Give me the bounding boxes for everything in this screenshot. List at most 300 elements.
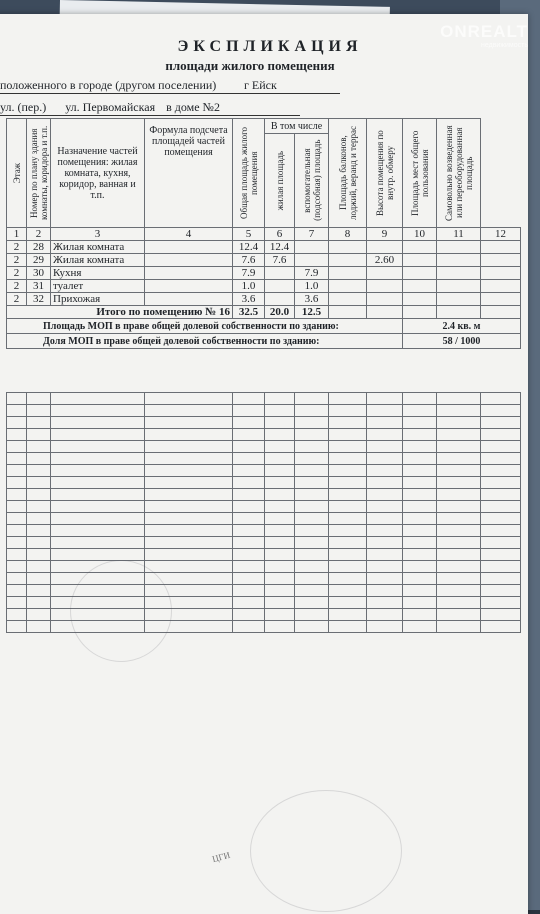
empty-cell: [27, 489, 51, 501]
empty-cell: [367, 549, 403, 561]
empty-cell: [481, 525, 521, 537]
empty-cell: [481, 441, 521, 453]
empty-cell: [437, 405, 481, 417]
empty-cell: [27, 417, 51, 429]
empty-cell: [481, 417, 521, 429]
mop-share-row: [7, 334, 521, 349]
header-aux: вспомогательная (подсобная) площадь: [295, 134, 329, 228]
empty-cell: [367, 417, 403, 429]
empty-cell: [295, 525, 329, 537]
cell-floor: 2: [7, 293, 27, 306]
empty-cell: [27, 537, 51, 549]
empty-row: [7, 477, 521, 489]
colnum: 10: [403, 228, 437, 241]
empty-cell: [51, 549, 145, 561]
house-label: в доме №2: [166, 100, 221, 114]
empty-cell: [51, 489, 145, 501]
mop-area-label: Площадь МОП в праве общей долевой собственности по зданию:: [7, 319, 403, 334]
empty-cell: [367, 453, 403, 465]
empty-cell: [295, 405, 329, 417]
cell-room-name: Жилая комната: [51, 241, 145, 254]
empty-cell: [367, 465, 403, 477]
empty-cell: [233, 585, 265, 597]
header-room-no: Номер по плану здания комнаты, коридора и т.п.: [27, 119, 51, 228]
empty-cell: [437, 429, 481, 441]
empty-cell: [145, 513, 233, 525]
header-floor: Этаж: [7, 119, 27, 228]
cell-floor: 2: [7, 267, 27, 280]
location-label: положенного в городе (другом поселении): [0, 78, 217, 92]
empty-cell: [145, 429, 233, 441]
empty-cell: [27, 405, 51, 417]
empty-cell: [7, 441, 27, 453]
empty-cell: [265, 465, 295, 477]
empty-cell: [233, 405, 265, 417]
cell-room-no: 29: [27, 254, 51, 267]
empty-cell: [265, 513, 295, 525]
colnum: 8: [329, 228, 367, 241]
empty-cell: [329, 477, 367, 489]
cell-empty: [403, 306, 437, 319]
cell-aux: [295, 254, 329, 267]
cell-living: [265, 267, 295, 280]
mop-share-value: 58 / 1000: [403, 334, 521, 349]
empty-cell: [145, 549, 233, 561]
table-row: [7, 241, 521, 254]
empty-cell: [481, 609, 521, 621]
empty-cell: [51, 537, 145, 549]
empty-cell: [7, 453, 27, 465]
empty-cell: [437, 513, 481, 525]
empty-cell: [367, 405, 403, 417]
empty-cell: [481, 453, 521, 465]
colnum: 11: [437, 228, 481, 241]
header-height: Высота помещения по внутр. обмеру: [367, 119, 403, 228]
cell-extra: [481, 267, 521, 280]
empty-cell: [481, 429, 521, 441]
cell-height: [367, 241, 403, 254]
empty-cell: [367, 501, 403, 513]
empty-cell: [145, 453, 233, 465]
header-incl: В том числе: [265, 119, 329, 134]
empty-cell: [233, 621, 265, 633]
cell-height: [367, 280, 403, 293]
cell-unauthorized: [437, 293, 481, 306]
header-balcony: Площадь балконов, лоджий, веранд и террас: [329, 119, 367, 228]
cell-balcony: [329, 254, 367, 267]
empty-cell: [481, 537, 521, 549]
empty-cell: [233, 417, 265, 429]
empty-cell: [367, 477, 403, 489]
empty-cell: [295, 453, 329, 465]
empty-cell: [329, 597, 367, 609]
cell-room-no: 31: [27, 280, 51, 293]
empty-cell: [329, 429, 367, 441]
empty-cell: [481, 405, 521, 417]
empty-cell: [367, 429, 403, 441]
cell-living: [265, 280, 295, 293]
location-line: [0, 78, 277, 93]
colnum: 7: [295, 228, 329, 241]
empty-cell: [437, 453, 481, 465]
header-formula: Формула подсчета площадей частей помещения: [145, 119, 233, 228]
cell-formula: [145, 280, 233, 293]
colnum: 3: [51, 228, 145, 241]
empty-cell: [145, 561, 233, 573]
empty-cell: [367, 573, 403, 585]
empty-cell: [295, 585, 329, 597]
empty-cell: [437, 501, 481, 513]
empty-cell: [233, 513, 265, 525]
empty-cell: [265, 417, 295, 429]
empty-cell: [481, 621, 521, 633]
empty-cell: [7, 549, 27, 561]
empty-cell: [7, 597, 27, 609]
empty-cell: [329, 489, 367, 501]
empty-cell: [265, 609, 295, 621]
document-subtitle: площади жилого помещения: [165, 58, 335, 73]
empty-row: [7, 537, 521, 549]
empty-cell: [295, 393, 329, 405]
empty-cell: [437, 585, 481, 597]
colnum: 6: [265, 228, 295, 241]
empty-cell: [145, 537, 233, 549]
empty-cell: [329, 621, 367, 633]
empty-cell: [403, 537, 437, 549]
empty-cell: [51, 405, 145, 417]
empty-cell: [27, 441, 51, 453]
empty-cell: [403, 513, 437, 525]
empty-cell: [329, 501, 367, 513]
empty-cell: [295, 477, 329, 489]
empty-cell: [295, 573, 329, 585]
faded-stamp: [70, 560, 172, 662]
empty-cell: [51, 477, 145, 489]
empty-cell: [367, 441, 403, 453]
empty-cell: [481, 489, 521, 501]
cell-aux: 1.0: [295, 280, 329, 293]
empty-cell: [7, 393, 27, 405]
empty-cell: [481, 561, 521, 573]
empty-cell: [367, 393, 403, 405]
empty-row: [7, 453, 521, 465]
empty-cell: [295, 489, 329, 501]
empty-cell: [265, 441, 295, 453]
empty-cell: [265, 489, 295, 501]
empty-row: [7, 429, 521, 441]
empty-cell: [295, 609, 329, 621]
cell-living: [265, 293, 295, 306]
cell-height: 2.60: [367, 254, 403, 267]
empty-cell: [481, 573, 521, 585]
empty-cell: [265, 453, 295, 465]
empty-cell: [437, 609, 481, 621]
faded-stamp: [250, 790, 402, 912]
cell-room-name: Жилая комната: [51, 254, 145, 267]
empty-cell: [51, 501, 145, 513]
location-underline: [0, 93, 340, 94]
empty-cell: [329, 453, 367, 465]
cell-formula: [145, 254, 233, 267]
empty-cell: [403, 441, 437, 453]
empty-cell: [7, 561, 27, 573]
empty-cell: [403, 597, 437, 609]
empty-cell: [481, 513, 521, 525]
cell-room-no: 28: [27, 241, 51, 254]
empty-cell: [367, 537, 403, 549]
city-value: г Ейск: [244, 78, 277, 92]
empty-cell: [27, 621, 51, 633]
cell-extra: [481, 241, 521, 254]
empty-cell: [403, 465, 437, 477]
cell-common: [403, 267, 437, 280]
empty-cell: [233, 537, 265, 549]
empty-cell: [145, 417, 233, 429]
empty-row: [7, 393, 521, 405]
empty-row: [7, 501, 521, 513]
cell-common: [403, 241, 437, 254]
empty-row: [7, 549, 521, 561]
empty-cell: [233, 441, 265, 453]
empty-cell: [295, 417, 329, 429]
empty-cell: [265, 561, 295, 573]
cell-total: 7.9: [233, 267, 265, 280]
colnum: 2: [27, 228, 51, 241]
empty-cell: [265, 573, 295, 585]
cell-extra: [481, 280, 521, 293]
colnum: 9: [367, 228, 403, 241]
header-purpose: Назначение частей помещения: жилая комната, кухня, коридор, ванная и т.п.: [51, 119, 145, 228]
header-unauthorized: Самовольно возведенная или переоборудованная площадь: [437, 119, 481, 228]
empty-cell: [403, 477, 437, 489]
column-numbers-row: [7, 228, 521, 241]
empty-cell: [7, 609, 27, 621]
cell-aux: 3.6: [295, 293, 329, 306]
empty-cell: [7, 585, 27, 597]
header-living: жилая площадь: [265, 134, 295, 228]
cell-aux: 7.9: [295, 267, 329, 280]
empty-cell: [437, 561, 481, 573]
cell-total: 3.6: [233, 293, 265, 306]
table-row: [7, 254, 521, 267]
total-aux-value: 12.5: [295, 306, 329, 319]
empty-cell: [7, 489, 27, 501]
empty-cell: [265, 405, 295, 417]
empty-cell: [233, 465, 265, 477]
empty-cell: [295, 501, 329, 513]
explication-table: [6, 118, 521, 349]
cell-total: 7.6: [233, 254, 265, 267]
empty-cell: [27, 477, 51, 489]
cell-room-name: Кухня: [51, 267, 145, 280]
cell-floor: 2: [7, 254, 27, 267]
empty-cell: [437, 477, 481, 489]
empty-cell: [51, 393, 145, 405]
empty-cell: [265, 585, 295, 597]
empty-cell: [295, 561, 329, 573]
empty-cell: [265, 549, 295, 561]
empty-cell: [7, 537, 27, 549]
empty-cell: [51, 417, 145, 429]
empty-row: [7, 489, 521, 501]
empty-cell: [329, 525, 367, 537]
empty-row: [7, 561, 521, 573]
address-line: [0, 100, 228, 115]
colnum: 5: [233, 228, 265, 241]
empty-cell: [295, 537, 329, 549]
empty-cell: [7, 501, 27, 513]
empty-cell: [265, 621, 295, 633]
empty-cell: [329, 561, 367, 573]
empty-cell: [329, 465, 367, 477]
cell-room-name: туалет: [51, 280, 145, 293]
empty-cell: [437, 621, 481, 633]
empty-cell: [367, 585, 403, 597]
cell-unauthorized: [437, 254, 481, 267]
cell-empty: [329, 306, 367, 319]
empty-cell: [7, 573, 27, 585]
empty-cell: [145, 465, 233, 477]
empty-cell: [233, 393, 265, 405]
empty-cell: [329, 441, 367, 453]
cell-extra: [481, 293, 521, 306]
empty-cell: [403, 525, 437, 537]
empty-cell: [481, 597, 521, 609]
empty-cell: [27, 561, 51, 573]
empty-cell: [367, 513, 403, 525]
empty-cell: [145, 393, 233, 405]
empty-cell: [27, 609, 51, 621]
empty-cell: [367, 609, 403, 621]
empty-cell: [329, 417, 367, 429]
empty-cell: [437, 573, 481, 585]
empty-cell: [403, 393, 437, 405]
empty-cell: [233, 453, 265, 465]
empty-cell: [27, 549, 51, 561]
empty-cell: [265, 477, 295, 489]
empty-cell: [233, 501, 265, 513]
empty-cell: [145, 501, 233, 513]
empty-cell: [437, 417, 481, 429]
empty-cell: [437, 525, 481, 537]
mop-area-row: [7, 319, 521, 334]
empty-cell: [329, 573, 367, 585]
empty-cell: [265, 429, 295, 441]
empty-cell: [437, 537, 481, 549]
empty-cell: [27, 453, 51, 465]
empty-cell: [51, 441, 145, 453]
watermark-sub: недвижимость: [481, 42, 528, 49]
empty-cell: [437, 597, 481, 609]
colnum: 4: [145, 228, 233, 241]
empty-cell: [265, 393, 295, 405]
mop-area-value: 2.4 кв. м: [403, 319, 521, 334]
table-row: [7, 267, 521, 280]
empty-row: [7, 465, 521, 477]
cell-extra: [481, 254, 521, 267]
empty-cell: [7, 465, 27, 477]
empty-cell: [51, 525, 145, 537]
watermark-brand: ONREALT: [440, 22, 528, 41]
cell-living: 7.6: [265, 254, 295, 267]
empty-cell: [145, 405, 233, 417]
address-underline: [0, 115, 300, 116]
empty-cell: [329, 393, 367, 405]
empty-cell: [329, 513, 367, 525]
empty-cell: [233, 609, 265, 621]
empty-row: [7, 405, 521, 417]
empty-cell: [403, 429, 437, 441]
empty-cell: [481, 393, 521, 405]
empty-cell: [481, 501, 521, 513]
empty-cell: [265, 501, 295, 513]
empty-cell: [403, 573, 437, 585]
empty-cell: [329, 405, 367, 417]
empty-cell: [233, 549, 265, 561]
empty-cell: [437, 489, 481, 501]
empty-cell: [329, 537, 367, 549]
empty-row: [7, 513, 521, 525]
empty-cell: [437, 465, 481, 477]
cell-aux: [295, 241, 329, 254]
empty-cell: [295, 513, 329, 525]
empty-cell: [7, 513, 27, 525]
colnum: 1: [7, 228, 27, 241]
empty-cell: [481, 465, 521, 477]
empty-cell: [27, 429, 51, 441]
cell-living: 12.4: [265, 241, 295, 254]
empty-cell: [367, 489, 403, 501]
total-living-value: 20.0: [265, 306, 295, 319]
cell-empty: [367, 306, 403, 319]
empty-cell: [403, 585, 437, 597]
empty-cell: [7, 477, 27, 489]
empty-cell: [233, 489, 265, 501]
empty-cell: [481, 549, 521, 561]
empty-cell: [367, 561, 403, 573]
empty-cell: [295, 441, 329, 453]
empty-cell: [233, 525, 265, 537]
empty-cell: [145, 477, 233, 489]
empty-cell: [437, 393, 481, 405]
empty-cell: [233, 429, 265, 441]
empty-cell: [233, 597, 265, 609]
cell-room-name: Прихожая: [51, 293, 145, 306]
empty-cell: [367, 525, 403, 537]
empty-cell: [481, 585, 521, 597]
cell-height: [367, 293, 403, 306]
empty-row: [7, 441, 521, 453]
empty-cell: [329, 549, 367, 561]
empty-cell: [437, 549, 481, 561]
empty-cell: [27, 393, 51, 405]
empty-cell: [27, 573, 51, 585]
empty-cell: [233, 561, 265, 573]
empty-cell: [7, 405, 27, 417]
empty-cell: [403, 417, 437, 429]
empty-cell: [27, 501, 51, 513]
total-area-value: 32.5: [233, 306, 265, 319]
empty-cell: [7, 621, 27, 633]
empty-cell: [403, 453, 437, 465]
empty-cell: [145, 489, 233, 501]
empty-cell: [403, 621, 437, 633]
total-label: Итого по помещению № 16: [7, 306, 233, 319]
colnum: 12: [481, 228, 521, 241]
empty-cell: [265, 537, 295, 549]
table-row: [7, 280, 521, 293]
cell-empty: [481, 306, 521, 319]
